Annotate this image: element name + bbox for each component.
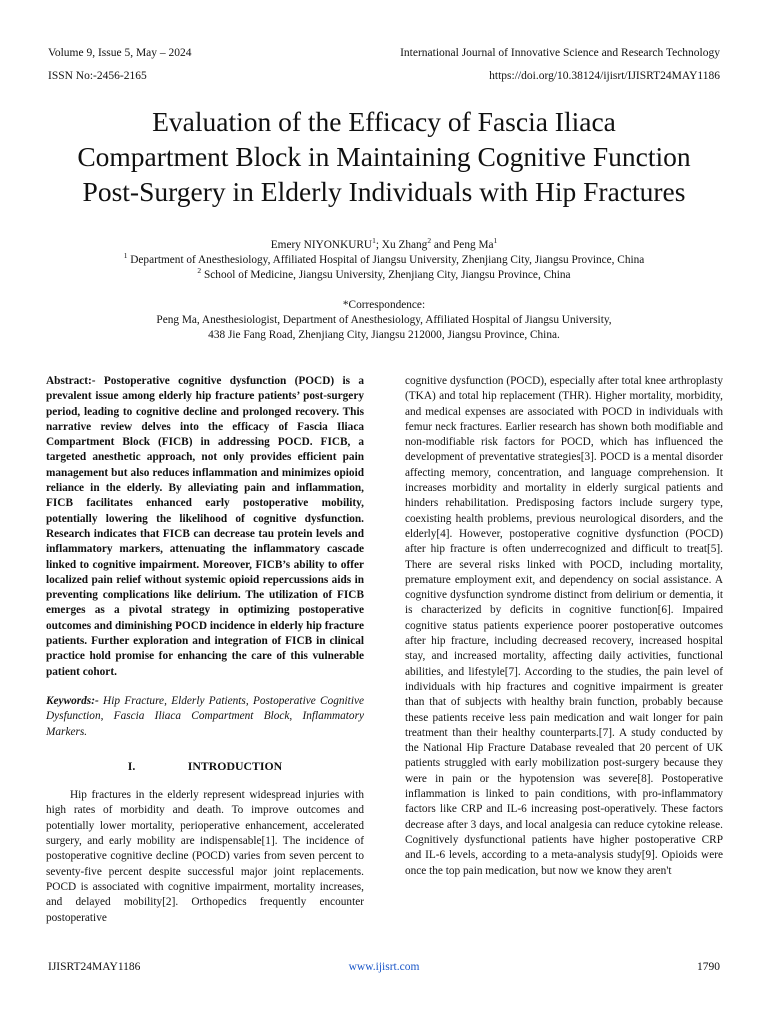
section-number: I. bbox=[127, 758, 136, 773]
affiliation-sup: 2 bbox=[197, 266, 202, 276]
title-line: Post-Surgery in Elderly Individuals with Hip Fractures bbox=[82, 176, 686, 207]
correspondence-block bbox=[40, 298, 728, 343]
author-sup: 2 bbox=[427, 236, 432, 246]
footer-page-number: 1790 bbox=[697, 961, 720, 973]
author-block bbox=[40, 238, 728, 283]
title-line: Evaluation of the Efficacy of Fascia Iliaca bbox=[152, 106, 616, 137]
author-list bbox=[40, 238, 728, 253]
correspondence-line: 438 Jie Fang Road, Zhenjiang City, Jiangsu 212000, Jiangsu Province, China. bbox=[208, 329, 560, 341]
keywords bbox=[46, 694, 364, 740]
section-title: INTRODUCTION bbox=[187, 758, 283, 773]
keywords-text: Hip Fracture, Elderly Patients, Postoperative Cognitive Dysfunction, Fascia Iliaca Compartment Block, Inflammatory Markers. bbox=[46, 694, 364, 738]
paper-title bbox=[40, 104, 728, 209]
affiliation-text: Department of Anesthesiology, Affiliated Hospital of Jiangsu University, Zhenjiang City, Jiangsu Province, China bbox=[127, 254, 645, 266]
abstract-text: Abstract:- Postoperative cognitive dysfunction (POCD) is a prevalent issue among elderly hip fracture patients’ post-surgery period, leading to cognitive decline and prolonged recovery. This narrative review delves into the efficacy of Fascia Iliaca Compartment Block (FICB) in addressing POCD. FICB, a targeted anesthetic approach, not only provides efficient pain management but also reduces inflammation and minimizes opioid reliance in the elderly. By alleviating pain and inflammation, FICB facilitates enhanced early postoperative mobility, potentially lowering the likelihood of cognitive dysfunction. Research indicates that FICB can decrease tau protein levels and inflammatory markers, attenuating the inflammatory cascade linked to cognitive impairment. Moreover, FICB’s ability to offer localized pain relief without systemic opioid repercussions aids in preventing complications like delirium. The utilization of FICB emerges as a pivotal strategy in optimizing postoperative outcomes and diminishing POCD incidence in elderly hip fracture patients. Further exploration and integration of FICB in clinical practice hold promise for enhancing the care of this vulnerable patient cohort. bbox=[46, 375, 364, 678]
author-name: ; Xu Zhang bbox=[375, 239, 428, 251]
footer-paper-id: IJISRT24MAY1186 bbox=[48, 961, 141, 973]
header-issn: ISSN No:-2456-2165 bbox=[48, 70, 147, 82]
affiliation-text: School of Medicine, Jiangsu University, Zhenjiang City, Jiangsu Province, China bbox=[201, 269, 571, 281]
header-volume: Volume 9, Issue 5, May – 2024 bbox=[48, 47, 192, 59]
header-doi-link[interactable]: https://doi.org/10.38124/ijisrt/IJISRT24MAY1186 bbox=[489, 70, 720, 82]
intro-paragraph: Hip fractures in the elderly represent widespread injuries with high rates of morbidity and death. To improve outcomes and potentially lower mortality, perioperative enhancement, accelerated surgery, and early mobility are indispensable[1]. The incidence of postoperative cognitive decline (POCD) varies from seven percent to seventy-five percent despite successful major joint replacements. POCD is associated with cognitive impairment, mortality increases, and delayed mobility[2]. Orthopedics frequently encounter postoperative bbox=[46, 789, 364, 924]
left-column bbox=[46, 374, 364, 926]
affiliation-1 bbox=[40, 253, 728, 268]
title-line: Compartment Block in Maintaining Cognitive Function bbox=[77, 141, 691, 172]
intro-paragraph-continued: cognitive dysfunction (POCD), especially after total knee arthroplasty (TKA) and total hip replacement (THR). Higher mortality, morbidity, and medical expenses are associated with POCD in individuals with femur neck fractures. Earlier research has shown both modifiable and non-modifiable risk factors for POCD, which has influenced the development of preventative strategies[3]. POCD is a mental disorder affecting memory, concentration, and language comprehension. It increases morbidity and mortality in elderly surgical patients and hinders rehabilitation. Predisposing factors include surgery type, coexisting health problems, previous neurological disorders, and the elderly[4]. However, postoperative cognitive dysfunction (POCD) after hip fracture is often underrecognized and difficult to treat[5]. There are several risks linked with POCD, including mortality, premature employment exit, and dependency on social assistance. A cognitive dysfunction syndrome distinct from delirium or dementia, it is characterized by deficits in cognitive function[6]. Impaired cognitive status patients experience poorer postoperative outcomes after hip fracture, including decreased recovery, increased hospital stay, and increased mortality, affecting daily activities, functional abilities, and lifestyle[7]. According to the studies, the pain level of individuals with hip fractures and cognitive impairment is greater than that of subjects with healthy brain function, probably because these patients receive less pain medication and wait longer for pain treatment than their healthy counterparts.[7]. A study conducted by the National Hip Fracture Database revealed that 20 percent of UK patients struggled with early mobilization post-surgery because they were in pain or the hypotension was severe[8]. Postoperative inflammation is linked to pain conditions, with pro-inflammatory factors like CRP and IL-6 increasing post-operatively. These factors decrease after 3 days, and local analgesia can reduce cytokine release. Cognitively dysfunctional patients have higher postoperative CRP and IL-6 levels, according to a meta-analysis study[9]. Opioids were once the top pain medication, but now we know they aren't bbox=[405, 375, 723, 877]
author-name: and Peng Ma bbox=[431, 239, 494, 251]
right-column bbox=[405, 374, 723, 879]
correspondence-line: Peng Ma, Anesthesiologist, Department of Anesthesiology, Affiliated Hospital of Jiangsu University, bbox=[156, 314, 612, 326]
section-heading bbox=[46, 759, 364, 774]
affiliation-sup: 1 bbox=[123, 251, 128, 261]
keywords-label: Keywords:- bbox=[46, 694, 99, 707]
correspondence-label: *Correspondence: bbox=[342, 299, 426, 311]
footer-website-link[interactable]: www.ijisrt.com bbox=[348, 961, 420, 973]
header-journal: International Journal of Innovative Science and Research Technology bbox=[400, 47, 720, 59]
author-sup: 1 bbox=[493, 236, 498, 246]
author-sup: 1 bbox=[372, 236, 376, 246]
author-name: Emery NIYONKURU bbox=[270, 239, 373, 251]
affiliation-2 bbox=[40, 268, 728, 283]
